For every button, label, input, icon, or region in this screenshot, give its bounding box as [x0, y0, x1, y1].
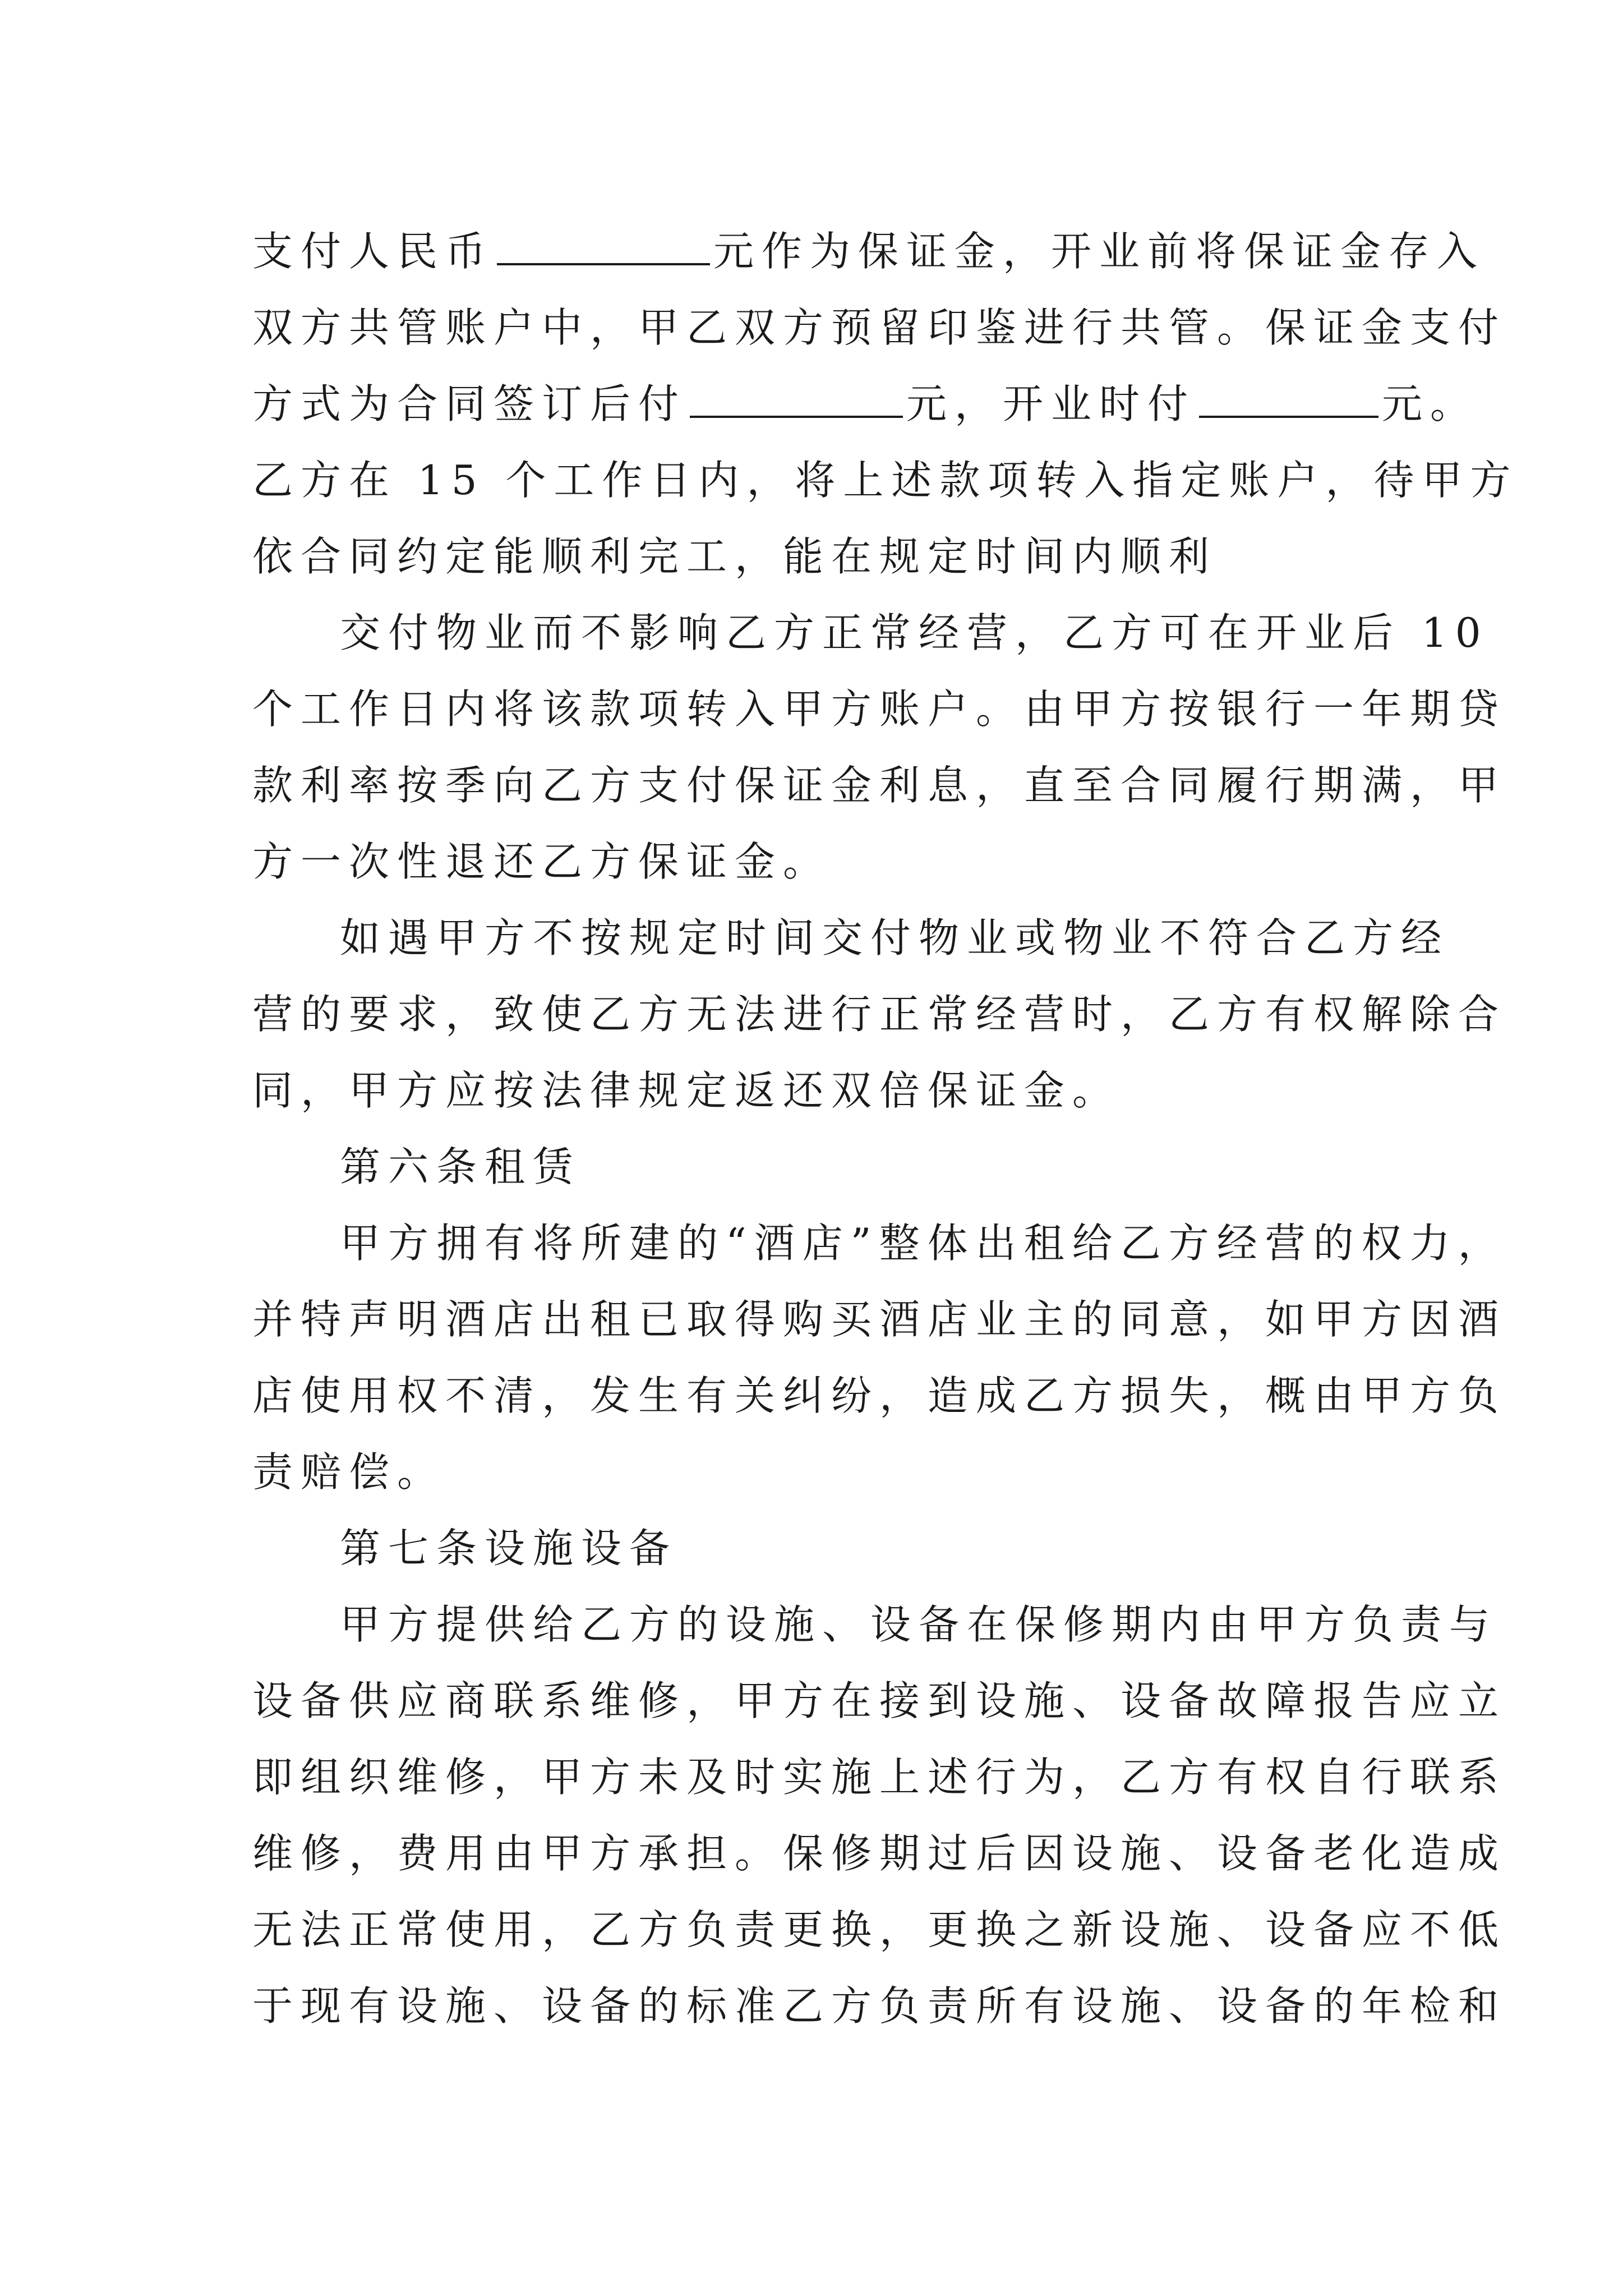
text-line: 营的要求，致使乙方无法进行正常经营时，乙方有权解除合	[252, 991, 1507, 1038]
text-line: 于现有设施、设备的标准乙方负责所有设施、设备的年检和	[252, 1982, 1507, 2030]
deposit-amount-blank	[497, 226, 710, 265]
text-line: 乙方在 15 个工作日内，将上述款项转入指定账户，待甲方	[252, 457, 1519, 504]
text-line: 甲方拥有将所建的“酒店”整体出租给乙方经营的权力，	[340, 1220, 1506, 1267]
article-6-heading: 第六条租赁	[340, 1143, 582, 1190]
text-line: 无法正常使用，乙方负责更换，更换之新设施、设备应不低	[252, 1906, 1507, 1953]
article-7-heading: 第七条设施设备	[340, 1525, 678, 1572]
opening-payment-blank	[1199, 379, 1378, 418]
text-line	[252, 213, 1486, 289]
text-line: 维修，费用由甲方承担。保修期过后因设施、设备老化造成	[252, 1830, 1507, 1877]
text-line	[252, 366, 1479, 442]
text-line: 甲方提供给乙方的设施、设备在保修期内由甲方负责与	[340, 1601, 1498, 1648]
text-line: 依合同约定能顺利完工，能在规定时间内顺利	[252, 533, 1218, 580]
text-line: 即组织维修，甲方未及时实施上述行为，乙方有权自行联系	[252, 1754, 1507, 1801]
text-segment: 支付人民币	[252, 228, 494, 275]
text-segment: 方式为合同签订后付	[252, 380, 687, 427]
text-segment: 元作为保证金，开业前将保证金存入	[713, 228, 1486, 275]
text-line: 方一次性退还乙方保证金。	[252, 838, 832, 885]
text-line: 并特声明酒店出租已取得购买酒店业主的同意，如甲方因酒	[252, 1296, 1507, 1343]
text-segment: 元，开业时付	[906, 380, 1196, 427]
text-line: 责赔偿。	[252, 1448, 446, 1496]
text-line: 个工作日内将该款项转入甲方账户。由甲方按银行一年期贷	[252, 685, 1507, 733]
text-segment: 元。	[1382, 380, 1479, 427]
text-line: 交付物业而不影响乙方正常经营，乙方可在开业后 10	[340, 609, 1489, 656]
document-page	[252, 213, 1519, 2044]
text-line: 店使用权不清，发生有关纠纷，造成乙方损失，概由甲方负	[252, 1372, 1507, 1419]
text-line: 款利率按季向乙方支付保证金利息，直至合同履行期满，甲	[252, 762, 1507, 809]
text-line: 如遇甲方不按规定时间交付物业或物业不符合乙方经	[340, 914, 1450, 961]
text-line: 同，甲方应按法律规定返还双倍保证金。	[252, 1067, 1121, 1114]
text-line: 双方共管账户中，甲乙双方预留印鉴进行共管。保证金支付	[252, 304, 1507, 351]
text-line: 设备供应商联系维修，甲方在接到设施、设备故障报告应立	[252, 1677, 1507, 1724]
signing-payment-blank	[690, 379, 903, 418]
